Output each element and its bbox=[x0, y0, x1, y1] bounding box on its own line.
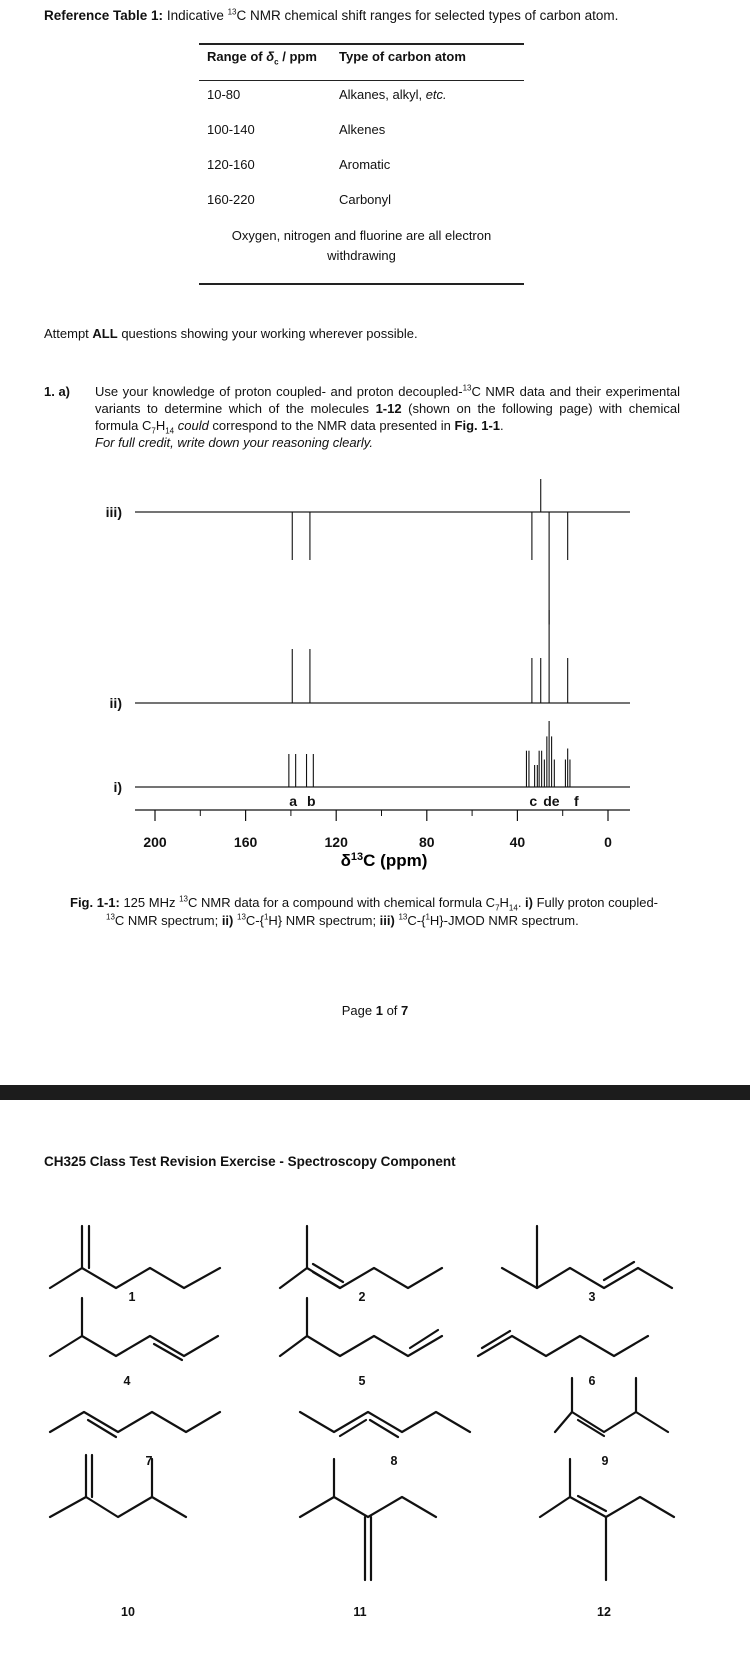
question-number: 1. a) bbox=[44, 384, 71, 399]
x-axis-tick-label: 80 bbox=[419, 834, 435, 850]
molecule-number: 12 bbox=[597, 1605, 611, 1619]
molecule-8 bbox=[300, 1412, 470, 1437]
molecule-7 bbox=[50, 1412, 220, 1437]
row-range: 100-140 bbox=[207, 122, 255, 137]
header-range: Range of $\delta_c$ / ppm bbox=[207, 49, 317, 67]
molecule-number: 2 bbox=[358, 1290, 366, 1304]
peak-label: b bbox=[307, 793, 316, 809]
molecule-12 bbox=[540, 1459, 674, 1580]
x-axis-tick-label: 40 bbox=[509, 834, 526, 850]
peak-label: de bbox=[543, 793, 560, 809]
molecule-9 bbox=[555, 1378, 668, 1436]
spectrum-label: ii) bbox=[109, 695, 122, 711]
table-footnote: Oxygen, nitrogen and fluorine are all electron withdrawing bbox=[231, 228, 492, 263]
molecule-2 bbox=[280, 1226, 442, 1288]
molecule-number: 9 bbox=[601, 1454, 609, 1468]
x-axis-tick-label: 0 bbox=[604, 834, 612, 850]
peak-label: f bbox=[573, 793, 579, 809]
spectrum-label: iii) bbox=[105, 504, 122, 520]
x-axis-label: $\delta^{13}C$ (ppm) bbox=[340, 851, 428, 870]
page2-header: CH325 Class Test Revision Exercise - Spectroscopy Component bbox=[44, 1154, 456, 1169]
x-axis-tick-label: 200 bbox=[143, 834, 167, 850]
row-range: 160-220 bbox=[207, 192, 255, 207]
row-type: Alkanes, alkyl, etc. bbox=[339, 87, 447, 102]
molecule-5 bbox=[280, 1298, 442, 1356]
molecule-number: 6 bbox=[588, 1374, 596, 1388]
page-footer: Page 1 of 7 bbox=[341, 1003, 409, 1018]
x-axis-tick-label: 160 bbox=[233, 834, 258, 850]
row-range: 120-160 bbox=[207, 157, 255, 172]
reference-table bbox=[199, 43, 524, 285]
page-separator bbox=[0, 1085, 750, 1100]
row-range: 10-80 bbox=[207, 87, 241, 102]
molecule-1 bbox=[50, 1226, 220, 1288]
molecule-number: 4 bbox=[123, 1374, 131, 1388]
nmr-spectrum-figure bbox=[0, 455, 750, 880]
molecule-number: 3 bbox=[588, 1290, 596, 1304]
row-type: Aromatic bbox=[339, 157, 391, 172]
molecule-11 bbox=[300, 1459, 436, 1580]
molecule-3 bbox=[502, 1226, 672, 1288]
molecule-number: 1 bbox=[128, 1290, 136, 1304]
molecule-4 bbox=[50, 1298, 218, 1360]
row-type: Alkenes bbox=[339, 122, 386, 137]
peak-label: c bbox=[529, 793, 538, 809]
header-type: Type of carbon atom bbox=[339, 49, 466, 64]
question-text: Use your knowledge of proton coupled- and proton decoupled-$^{13}$C NMR data and their experimental variants to determine which of the molecules 1-12 (shown on the following page) with chemical formula $C_7H_{14}$ could correspond to the NMR data presented in Fig. 1-1. For full credit, write down your reasoning clearly. bbox=[95, 383, 681, 450]
molecule-number: 7 bbox=[145, 1454, 153, 1468]
figure-caption: Fig. 1-1: 125 MHz $^{13}$C NMR data for a compound with chemical formula $C_7H_{14}$. i) Fully proton coupled- $^{13}$C NMR spectrum; ii) $^{13}$C-{$^1$H} NMR spectrum; iii) $^{13}$C-{$^1$H}-JMOD NMR spectrum. bbox=[70, 894, 659, 928]
molecule-structures bbox=[0, 1200, 750, 1657]
molecule-number: 10 bbox=[121, 1605, 135, 1619]
reference-table-title: Reference Table 1: Indicative $^{13}$C NMR chemical shift ranges for selected types of carbon atom. bbox=[44, 7, 619, 23]
molecule-number: 8 bbox=[390, 1454, 398, 1468]
row-type: Carbonyl bbox=[339, 192, 392, 207]
instructions: Attempt ALL questions showing your working wherever possible. bbox=[44, 326, 418, 341]
molecule-number: 11 bbox=[353, 1605, 367, 1619]
molecule-6 bbox=[478, 1331, 648, 1356]
molecule-10 bbox=[50, 1455, 186, 1517]
molecule-number: 5 bbox=[358, 1374, 366, 1388]
x-axis-tick-label: 120 bbox=[324, 834, 348, 850]
peak-label: a bbox=[289, 793, 298, 809]
spectrum-label: i) bbox=[113, 779, 122, 795]
